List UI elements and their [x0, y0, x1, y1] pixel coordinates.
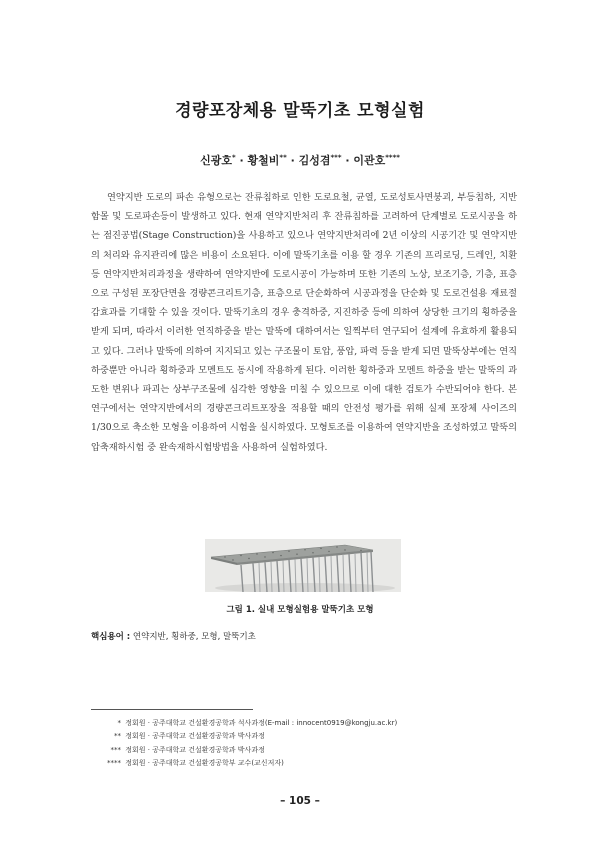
footnote [91, 744, 397, 757]
author-separator: · [290, 154, 295, 167]
footnote-text: 정회원 · 공주대학교 건설환경공학과 박사과정 [125, 745, 265, 754]
footnote-text: 정회원 · 공주대학교 건설환경공학과 박사과정 [125, 732, 265, 741]
paper-title: 경량포장체용 말뚝기초 모형실험 [175, 101, 425, 121]
author-mark: *** [330, 153, 342, 162]
footnote-mark: * [117, 719, 121, 727]
keywords-text: 연약지반, 횡하중, 모형, 말뚝기초 [132, 632, 256, 642]
keywords-label: 핵심용어 : [91, 632, 131, 642]
author-name: 신광호 [200, 154, 232, 167]
abstract-paragraph: 연약지반 도로의 파손 유형으로는 잔류침하로 인한 도로요철, 균열, 도로성토사면붕괴, 부등침하, 지반함몰 및 도로파손등이 발생하고 있다. 현재 연약지반처리 후 잔류침하를 고려하여 단계별로 도로시공을 하는 점진공법(Stage Construction)을 사용하고 있으나 연약지반처리에 2년 이상의 시공기간 및 연약지반의 처리와 유지관리에 많은 비용이 소요된다. 이에 말뚝기초를 이용 할 경우 기존의 프리로딩, 드레인, 치환 등 연약지반처리과정을 생략하여 연약지반에 도로시공이 가능하며 또한 기존의 노상, 보조기층, 기층, 표층으로 구성된 포장단면을 경량콘크리트기층, 표층으로 단순화하여 시공과정을 단순화 및 도로건설용 재료절감효과를 기대할 수 있을 것이다. 말뚝기초의 경우 충격하중, 지진하중 등에 의하여 상당한 크기의 횡하중을 받게 되며, 따라서 이러한 연직하중을 받는 말뚝에 대하여서는 일찍부터 연구되어 설계에 유효하게 활용되고 있다. 그러나 말뚝에 의하여 지지되고 있는 구조물이 토압, 풍압, 파력 등을 받게 되면 말뚝상부에는 연직하중뿐만 아니라 횡하중과 모멘트도 동시에 작용하게 된다. 이러한 횡하중과 모멘트 하중을 받는 말뚝의 과도한 변위나 파괴는 상부구조물에 심각한 영향을 미칠 수 있으므로 이에 대한 검토가 수반되어야 한다. 본 연구에서는 연약지반에서의 경량콘크리트포장을 적용할 때의 안전성 평가를 위해 실제 포장체 사이즈의 1/30으로 축소한 모형을 이용하여 시험을 실시하였다. 모형토조를 이용하여 연약지반을 조성하였고 말뚝의 압축재하시험 중 완속재하시험방법을 사용하여 실험하였다. [91, 192, 517, 453]
author-mark: ** [279, 153, 287, 162]
figure-caption: 그림 1. 실내 모형실험용 말뚝기초 모형 [226, 605, 374, 615]
author-mark: **** [385, 153, 400, 162]
author-separator: · [239, 154, 244, 167]
author-separator: · [345, 154, 350, 167]
footnote [91, 730, 397, 743]
footnote-mark: ** [114, 732, 121, 741]
author-name: 이관호 [353, 154, 386, 167]
page-number: – 105 – [280, 795, 320, 807]
author-name: 김성겸 [298, 154, 331, 167]
footnotes [91, 717, 397, 771]
footnote [91, 717, 397, 730]
footnote [91, 757, 397, 770]
footnote-text: 정회원 · 공주대학교 건설환경공학과 석사과정(E-mail : innocent0919@kongju.ac.kr) [125, 719, 398, 727]
footnote-mark: **** [107, 759, 121, 768]
author-line [0, 152, 600, 168]
footnote-mark: *** [110, 745, 121, 754]
footnote-divider [91, 709, 253, 710]
footnote-text: 정회원 · 공주대학교 건설환경공학부 교수(교신저자) [125, 759, 284, 768]
author-name: 황철비 [247, 154, 280, 167]
pile-model-photo [205, 539, 401, 592]
author-mark: * [231, 153, 236, 162]
keywords [91, 630, 256, 642]
